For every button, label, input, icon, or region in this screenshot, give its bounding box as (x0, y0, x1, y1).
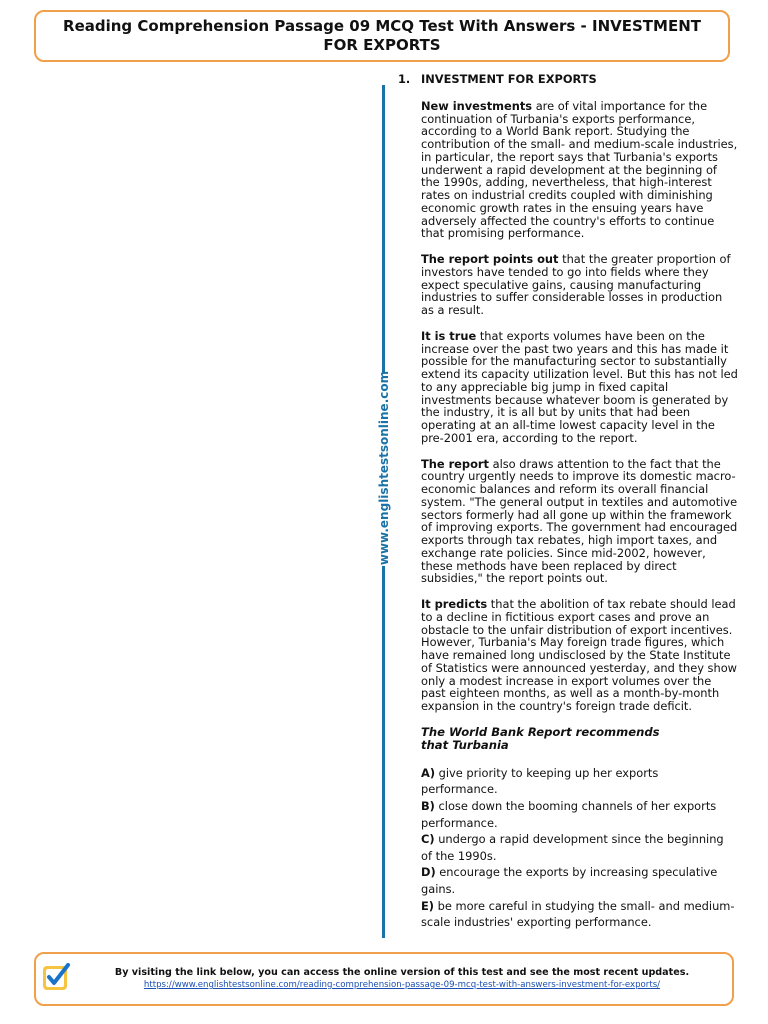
footer-text (76, 966, 728, 991)
title-box (34, 10, 730, 62)
footer-box (34, 952, 734, 1006)
paragraph-lead: It predicts (421, 597, 488, 611)
paragraph-text: that the greater proportion of investors have tended to go into fields where they expect speculative gains, causing manufacturing industries to suffer considerable losses in production as a result. (421, 252, 731, 317)
option-d[interactable] (421, 864, 738, 897)
checkbox-icon (41, 962, 71, 992)
paragraph-lead: The report points out (421, 252, 559, 266)
sidebar-url[interactable]: www.englishtestsonline.com (377, 370, 391, 566)
footer-link[interactable]: https://www.englishtestsonline.com/reading-comprehension-passage-09-mcq-test-with-answers-investment-for-exports/ (143, 980, 661, 990)
option-text: encourage the exports by increasing speculative gains. (421, 865, 718, 896)
option-text: close down the booming channels of her exports performance. (421, 798, 717, 830)
option-letter: B) (421, 798, 435, 813)
passage (421, 100, 738, 931)
option-text: undergo a rapid development since the beginning of the 1990s. (421, 832, 724, 863)
question-number: 1. (398, 72, 411, 86)
option-c[interactable] (421, 831, 738, 864)
sidebar-line-top (382, 85, 385, 372)
footer-note: By visiting the link below, you can access the online version of this test and see the most recent updates. (114, 967, 690, 978)
page-title: Reading Comprehension Passage 09 MCQ Test With Answers - INVESTMENT FOR EXPORTS (63, 17, 701, 54)
option-b[interactable] (421, 798, 738, 831)
paragraph-lead: The report (421, 456, 489, 471)
option-letter: E) (421, 898, 434, 913)
passage-paragraph (421, 598, 738, 713)
passage-paragraph (421, 253, 738, 317)
option-a[interactable] (421, 765, 738, 798)
option-letter: A) (421, 765, 436, 780)
paragraph-lead: It is true (421, 328, 477, 343)
paragraph-text: that the abolition of tax rebate should lead to a decline in fictitious export cases and prove an obstacle to the unfair distribution of export incentives. However, Turbania's May foreign trade figures, which have remained long undisclosed by the State Institute of Statistics were announced yesterday, and they show only a modest increase in export volumes over the past eighteen months, as well as a month-by-month expansion in the country's foreign trade deficit. (421, 597, 738, 713)
option-letter: C) (421, 832, 435, 847)
paragraph-text: also draws attention to the fact that the country urgently needs to improve its domestic macro-economic balances and reform its overall financial system. "The general output in textiles and automotive sectors formerly had all gone up within the framework of improving exports. The government had encouraged exports through tax rebates, high import taxes, and exchange rate policies. Since mid-2002, however, these methods have been replaced by direct subsidies," the report points out. (421, 456, 738, 586)
option-text: be more careful in studying the small- and medium-scale industries' exporting performance. (421, 898, 735, 930)
passage-paragraph (421, 458, 738, 586)
passage-paragraph (421, 330, 738, 445)
passage-paragraph (421, 100, 738, 240)
passage-title: INVESTMENT FOR EXPORTS (421, 72, 597, 86)
paragraph-lead: New investments (421, 98, 533, 113)
paragraph-text: that exports volumes have been on the increase over the past two years and this has made it possible for the manufacturing sector to substantially extend its capacity utilization level. But this has not led to any appreciable big jump in fixed capital investments because whatever boom is generated by the industry, it is all but by units that had been operating at an all-time lowest capacity level in the pre-2001 era, according to the report. (421, 328, 738, 445)
question-stem: The World Bank Report recommends that Turbania (421, 724, 660, 752)
question-heading (398, 73, 738, 86)
sidebar-line-bottom (382, 566, 385, 938)
option-letter: D) (421, 865, 436, 880)
option-e[interactable] (421, 898, 738, 931)
answer-options (421, 765, 738, 931)
option-text: give priority to keeping up her exports performance. (421, 765, 659, 797)
paragraph-text: are of vital importance for the continuation of Turbania's exports performance, according to a World Bank report. Studying the contribution of the small- and medium-scale industries, in particular, the report says that Turbania's exports underwent a rapid development at the beginning of the 1990s, adding, nevertheless, that high-interest rates on industrial credits coupled with diminishing economic growth rates in the ensuing years have adversely affected the country's efforts to continue that promising performance. (421, 98, 738, 241)
question-content (398, 73, 738, 931)
